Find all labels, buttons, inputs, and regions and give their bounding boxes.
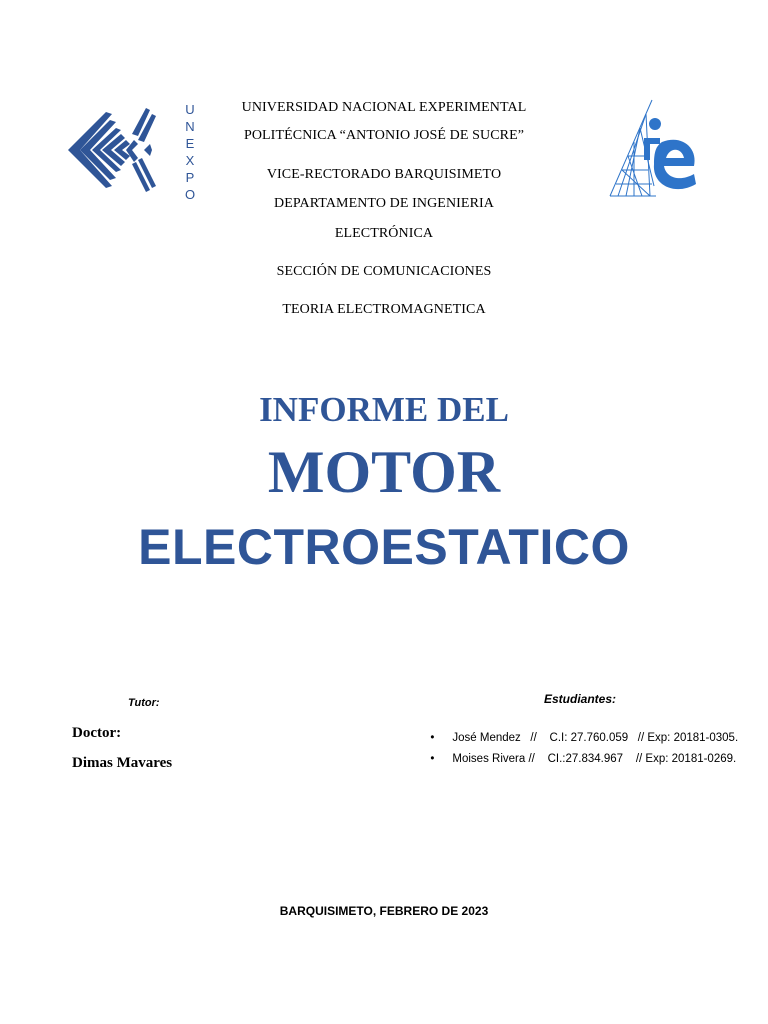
tutor-name: Dimas Mavares [72, 755, 173, 771]
student-entry: Moises Rivera // CI.:27.834.967 // Exp: 20181-0269. [452, 753, 737, 765]
vice-rectorate: VICE-RECTORADO BARQUISIMETO [266, 167, 502, 182]
unexpo-letter: P [185, 170, 195, 185]
bullet: • [430, 732, 435, 744]
list-item [424, 741, 736, 765]
report-title-line-1: INFORME DEL [259, 390, 509, 429]
report-title-line-2: MOTOR [267, 439, 501, 505]
university-name-line-1: UNIVERSIDAD NACIONAL EXPERIMENTAL [241, 100, 527, 115]
university-name-line-2: POLITÉCNICA “ANTONIO JOSÉ DE SUCRE” [243, 128, 525, 143]
department-line-1: DEPARTAMENTO DE INGENIERIA [274, 196, 494, 211]
unexpo-letter: N [185, 119, 195, 134]
unexpo-letter: O [184, 187, 196, 200]
unexpo-letter: E [185, 136, 195, 151]
tutor-label: Tutor: [128, 697, 160, 709]
unexpo-letter: X [185, 153, 195, 168]
tutor-title: Doctor: [72, 725, 122, 741]
section-name: SECCIÓN DE COMUNICACIONES [276, 264, 492, 279]
place-and-date: BARQUISIMETO, FEBRERO DE 2023 [279, 904, 489, 918]
bullet: • [430, 753, 435, 765]
unexpo-letter: U [185, 102, 195, 117]
report-title-line-3: ELECTROESTATICO [138, 519, 630, 575]
students-label: Estudiantes: [544, 692, 617, 706]
department-line-2: ELECTRÓNICA [334, 226, 434, 241]
student-entry: José Mendez // C.I: 27.760.059 // Exp: 20181-0305. [452, 732, 739, 744]
course-name: TEORIA ELECTROMAGNETICA [282, 302, 486, 317]
